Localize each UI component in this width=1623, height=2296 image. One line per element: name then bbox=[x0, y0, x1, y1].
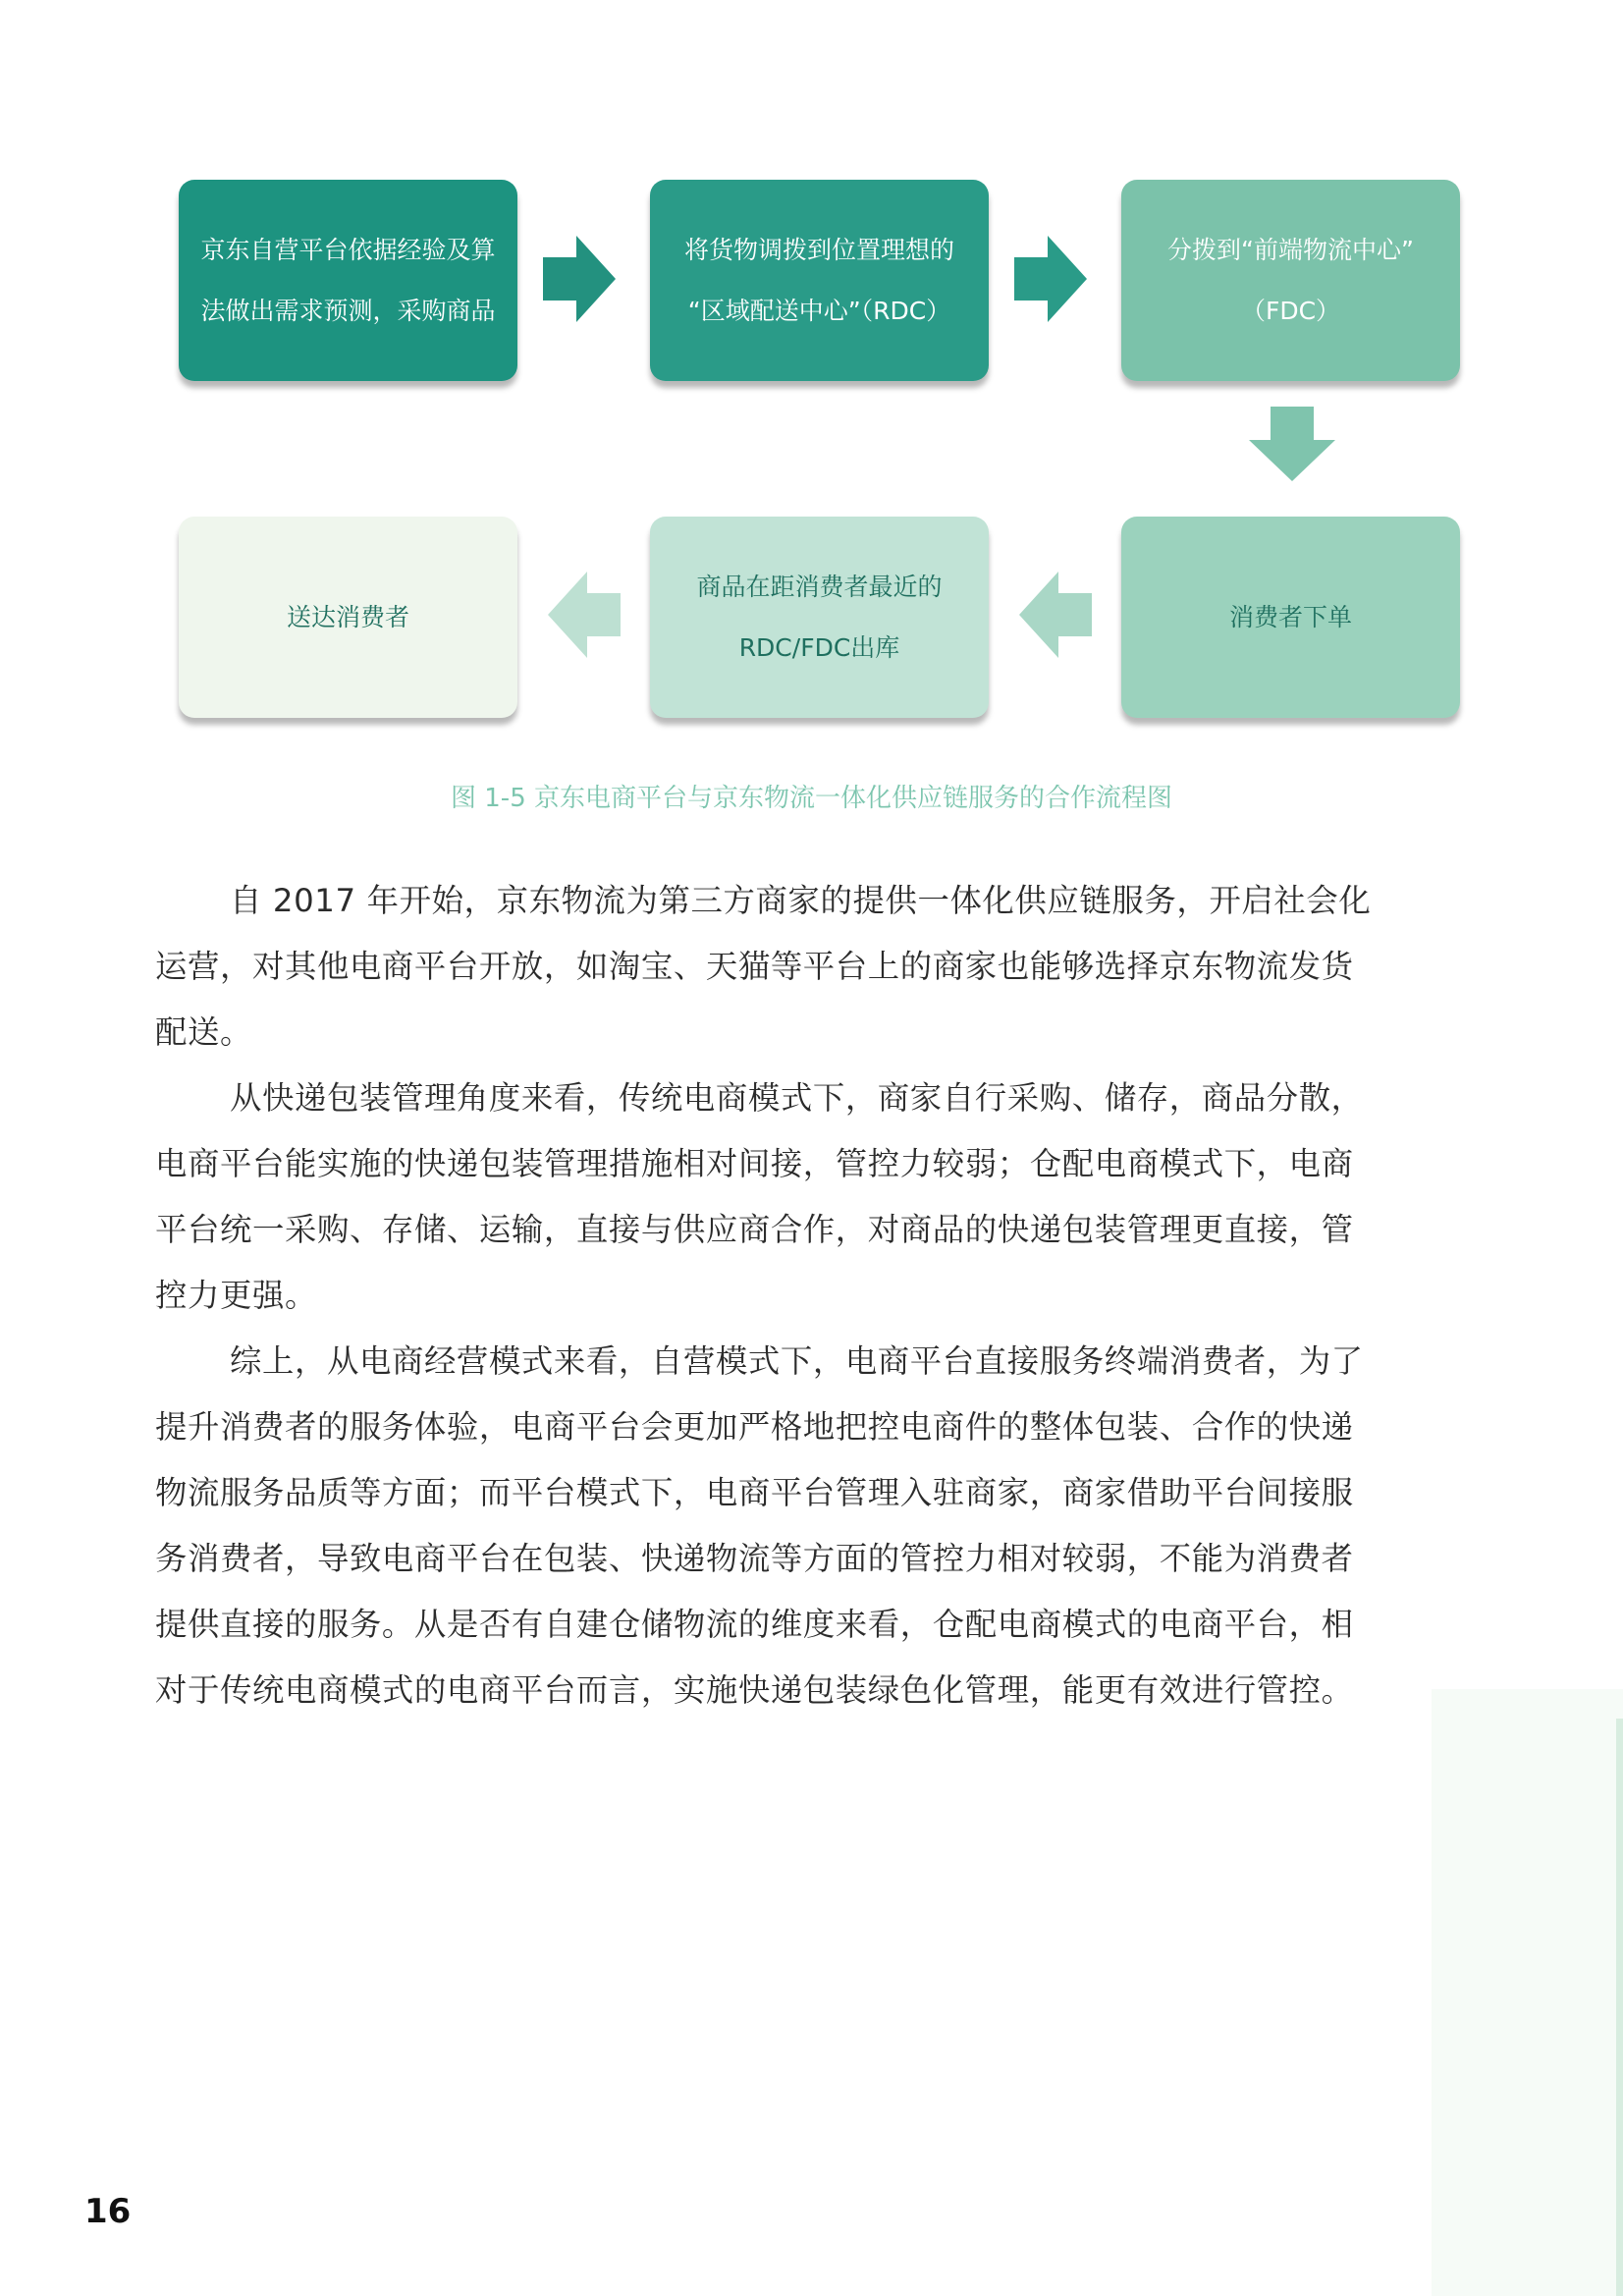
text-line: 物流服务品质等方面；而平台模式下，电商平台管理入驻商家，商家借助平台间接服 bbox=[155, 1474, 1354, 1511]
text-line: 综上，从电商经营模式来看，自营模式下，电商平台直接服务终端消费者，为了 bbox=[230, 1342, 1364, 1380]
flow-step-text bbox=[287, 587, 409, 648]
figure-caption: 图 1-5 京东电商平台与京东物流一体化供应链服务的合作流程图 bbox=[451, 784, 1172, 813]
text-line: 控力更强。 bbox=[155, 1277, 317, 1314]
flow-step-line: 法做出需求预测，采购商品 bbox=[200, 296, 496, 325]
arrow-left-icon bbox=[548, 572, 621, 658]
text-line: 配送。 bbox=[155, 1013, 252, 1051]
flow-step-text bbox=[1229, 587, 1352, 648]
arrow-right-icon bbox=[543, 236, 616, 322]
text-line: 务消费者，导致电商平台在包装、快递物流等方面的管控力相对较弱，不能为消费者 bbox=[155, 1540, 1354, 1577]
page-number: 16 bbox=[84, 2192, 132, 2231]
flow-step-text bbox=[1167, 220, 1414, 342]
flow-step-order bbox=[1121, 517, 1460, 718]
flow-step-line: （FDC） bbox=[1240, 296, 1341, 325]
text-line: 对于传统电商模式的电商平台而言，实施快递包装绿色化管理，能更有效进行管控。 bbox=[155, 1671, 1354, 1709]
page-edge-decoration bbox=[1432, 1689, 1623, 2296]
flow-step-line: 分拨到“前端物流中心” bbox=[1167, 235, 1414, 264]
flow-step-text bbox=[200, 220, 495, 342]
text-line: 运营，对其他电商平台开放，如淘宝、天猫等平台上的商家也能够选择京东物流发货 bbox=[155, 948, 1354, 985]
flow-step-fdc bbox=[1121, 180, 1460, 381]
flow-step-line: 京东自营平台依据经验及算 bbox=[200, 235, 496, 264]
text-line: 提供直接的服务。从是否有自建仓储物流的维度来看，仓配电商模式的电商平台，相 bbox=[155, 1606, 1354, 1643]
text-line: 提升消费者的服务体验，电商平台会更加严格地把控电商件的整体包装、合作的快递 bbox=[155, 1408, 1354, 1446]
page-edge-line bbox=[1616, 1719, 1623, 2296]
flow-step-rdc bbox=[650, 180, 989, 381]
flow-step-line: 商品在距消费者最近的 bbox=[696, 572, 943, 601]
arrow-right-icon bbox=[1014, 236, 1087, 322]
flow-step-text bbox=[696, 557, 942, 679]
text-line: 平台统一采购、存储、运输，直接与供应商合作，对商品的快递包装管理更直接，管 bbox=[155, 1211, 1354, 1248]
flow-step-line: 送达消费者 bbox=[286, 602, 409, 631]
arrow-left-icon bbox=[1019, 572, 1092, 658]
paragraph bbox=[155, 1066, 1397, 1329]
flow-step-line: RDC/FDC出库 bbox=[738, 632, 900, 662]
flow-step-line: 消费者下单 bbox=[1228, 602, 1352, 631]
flow-step-line: “区域配送中心”（RDC） bbox=[687, 296, 951, 325]
paragraph bbox=[155, 868, 1397, 1066]
text-line: 从快递包装管理角度来看，传统电商模式下，商家自行采购、储存，商品分散， bbox=[230, 1079, 1364, 1117]
flow-step-outbound bbox=[650, 517, 989, 718]
flow-step-purchase bbox=[179, 180, 517, 381]
flow-step-text bbox=[684, 220, 954, 342]
text-line: 电商平台能实施的快递包装管理措施相对间接，管控力较弱；仓配电商模式下，电商 bbox=[155, 1145, 1354, 1182]
paragraph bbox=[155, 1329, 1397, 1723]
flow-step-delivered bbox=[179, 517, 517, 718]
arrow-down-icon bbox=[1249, 407, 1335, 481]
body-text bbox=[155, 868, 1397, 1723]
text-line: 自 2017 年开始，京东物流为第三方商家的提供一体化供应链服务，开启社会化 bbox=[230, 882, 1372, 919]
flow-step-line: 将货物调拨到位置理想的 bbox=[683, 235, 954, 264]
